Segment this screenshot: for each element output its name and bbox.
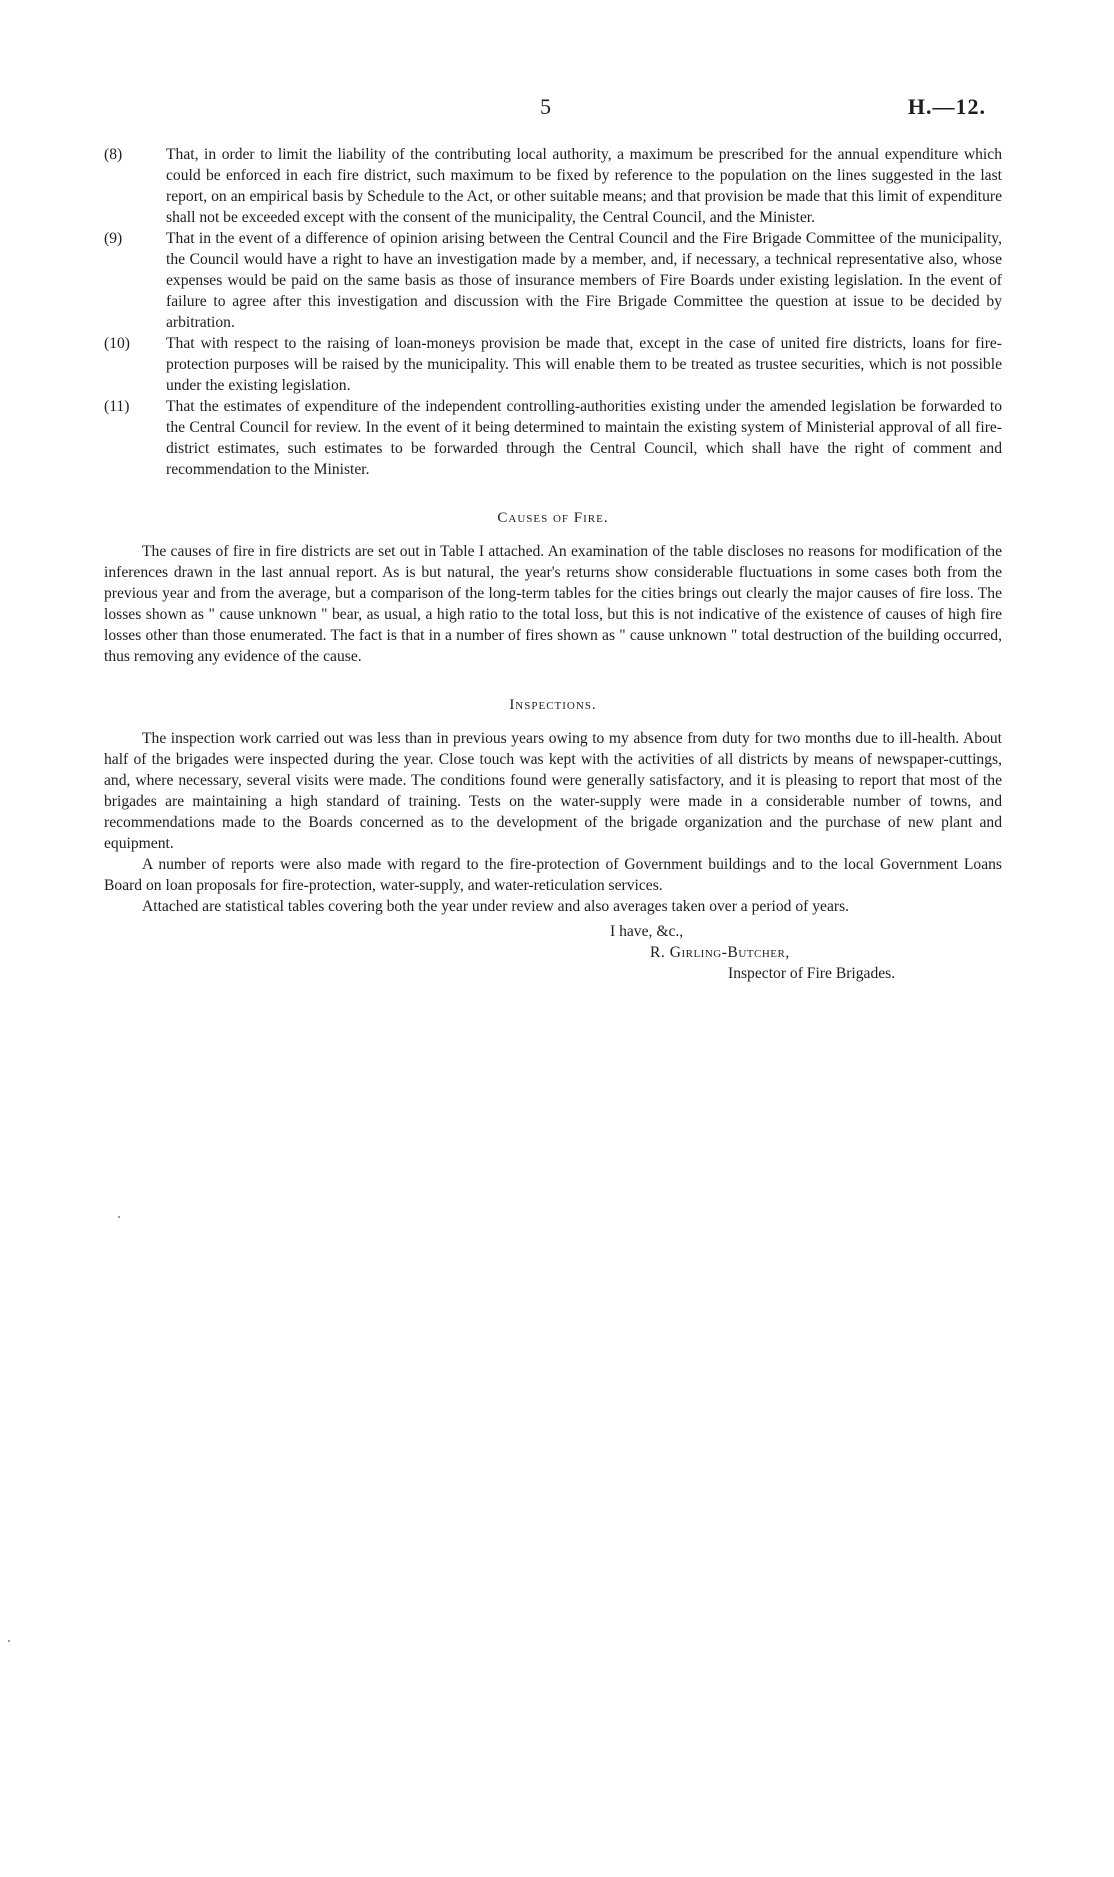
inspections-paragraph: Attached are statistical tables covering both the year under review and also averages taken over a period of years. [142, 898, 850, 915]
section-heading-causes: Causes of Fire. [497, 510, 609, 526]
signature-title: Inspector of Fire Brigades. [728, 965, 896, 982]
recommendation-number: (9) [104, 230, 123, 247]
recommendation-item [26, 396, 1002, 480]
recommendation-number: (8) [104, 146, 123, 163]
scan-speck [8, 1640, 10, 1642]
inspections-paragraph: A number of reports were also made with regard to the fire-protection of Government buildings and to the local Government Loans Board on loan proposals for fire-protection, water-supply, and water-reticulation services. [104, 856, 1002, 894]
page-number: 5 [540, 94, 551, 119]
causes-paragraph: The causes of fire in fire districts are set out in Table I attached. An examination of the table discloses no reasons for modification of the inferences drawn in the last annual report. As is but natural, the year's returns show considerable fluctuations in some cases both from the previous year and from the average, but a comparison of the long-term tables for the cities brings out clearly the major causes of fire loss. The losses shown as " cause unknown " bear, as usual, a high ratio to the total loss, but this is not indicative of the existence of causes of high fire losses other than those enumerated. The fact is that in a number of fires shown as " cause unknown " total destruction of the building occurred, thus removing any evidence of the cause. [104, 543, 1002, 665]
recommendation-number: (11) [104, 398, 130, 415]
scan-speck [118, 1216, 120, 1218]
document-reference: H.—12. [907, 94, 986, 119]
page-content [104, 144, 1002, 984]
signature-block [104, 921, 1002, 984]
recommendation-item [26, 228, 1002, 333]
recommendation-item [26, 144, 1002, 228]
recommendation-text: That in the event of a difference of opinion arising between the Central Council and the Fire Brigade Committee of the municipality, the Council would have a right to have an investigation made by a member, and, if necessary, a technical representative also, whose expenses would be paid on the same basis as those of insurance members of Fire Boards under existing legislation. In the event of failure to agree after this investigation and discussion with the Fire Brigade Committee the question at issue to be decided by arbitration. [166, 230, 1002, 331]
signature-closing: I have, &c., [610, 923, 684, 940]
recommendations-list [26, 144, 1002, 480]
page-header [0, 94, 1114, 124]
recommendation-text: That with respect to the raising of loan-moneys provision be made that, except in the case of united fire districts, loans for fire-protection purposes will be raised by the municipality. This will enable them to be treated as trustee securities, which is not possible under the existing legislation. [166, 335, 1002, 394]
signature-name: R. Girling-Butcher, [650, 944, 790, 961]
inspections-paragraph: The inspection work carried out was less than in previous years owing to my absence from duty for two months due to ill-health. About half of the brigades were inspected during the year. Close touch was kept with the activities of all districts by means of newspaper-cuttings, and, where necessary, several visits were made. The conditions found were generally satisfactory, and it is pleasing to report that most of the brigades are maintaining a high standard of training. Tests on the water-supply were made in a considerable number of towns, and recommendations made to the Boards concerned as to the development of the brigade organization and the purchase of new plant and equipment. [104, 730, 1002, 852]
recommendation-item [26, 333, 1002, 396]
recommendation-text: That the estimates of expenditure of the independent controlling-authorities existing under the amended legislation be forwarded to the Central Council for review. In the event of it being determined to maintain the existing system of Ministerial approval of all fire-district estimates, such estimates to be forwarded through the Central Council, which shall have the right of comment and recommendation to the Minister. [166, 398, 1002, 478]
recommendation-text: That, in order to limit the liability of the contributing local authority, a maximum be prescribed for the annual expenditure which could be enforced in each fire district, such maximum to be fixed by reference to the population on the lines suggested in the last report, on an empirical basis by Schedule to the Act, or other suitable means; and that provision be made that this limit of expenditure shall not be exceeded except with the consent of the municipality, the Central Council, and the Minister. [166, 146, 1002, 226]
recommendation-number: (10) [104, 335, 130, 352]
section-heading-inspections: Inspections. [509, 697, 597, 713]
